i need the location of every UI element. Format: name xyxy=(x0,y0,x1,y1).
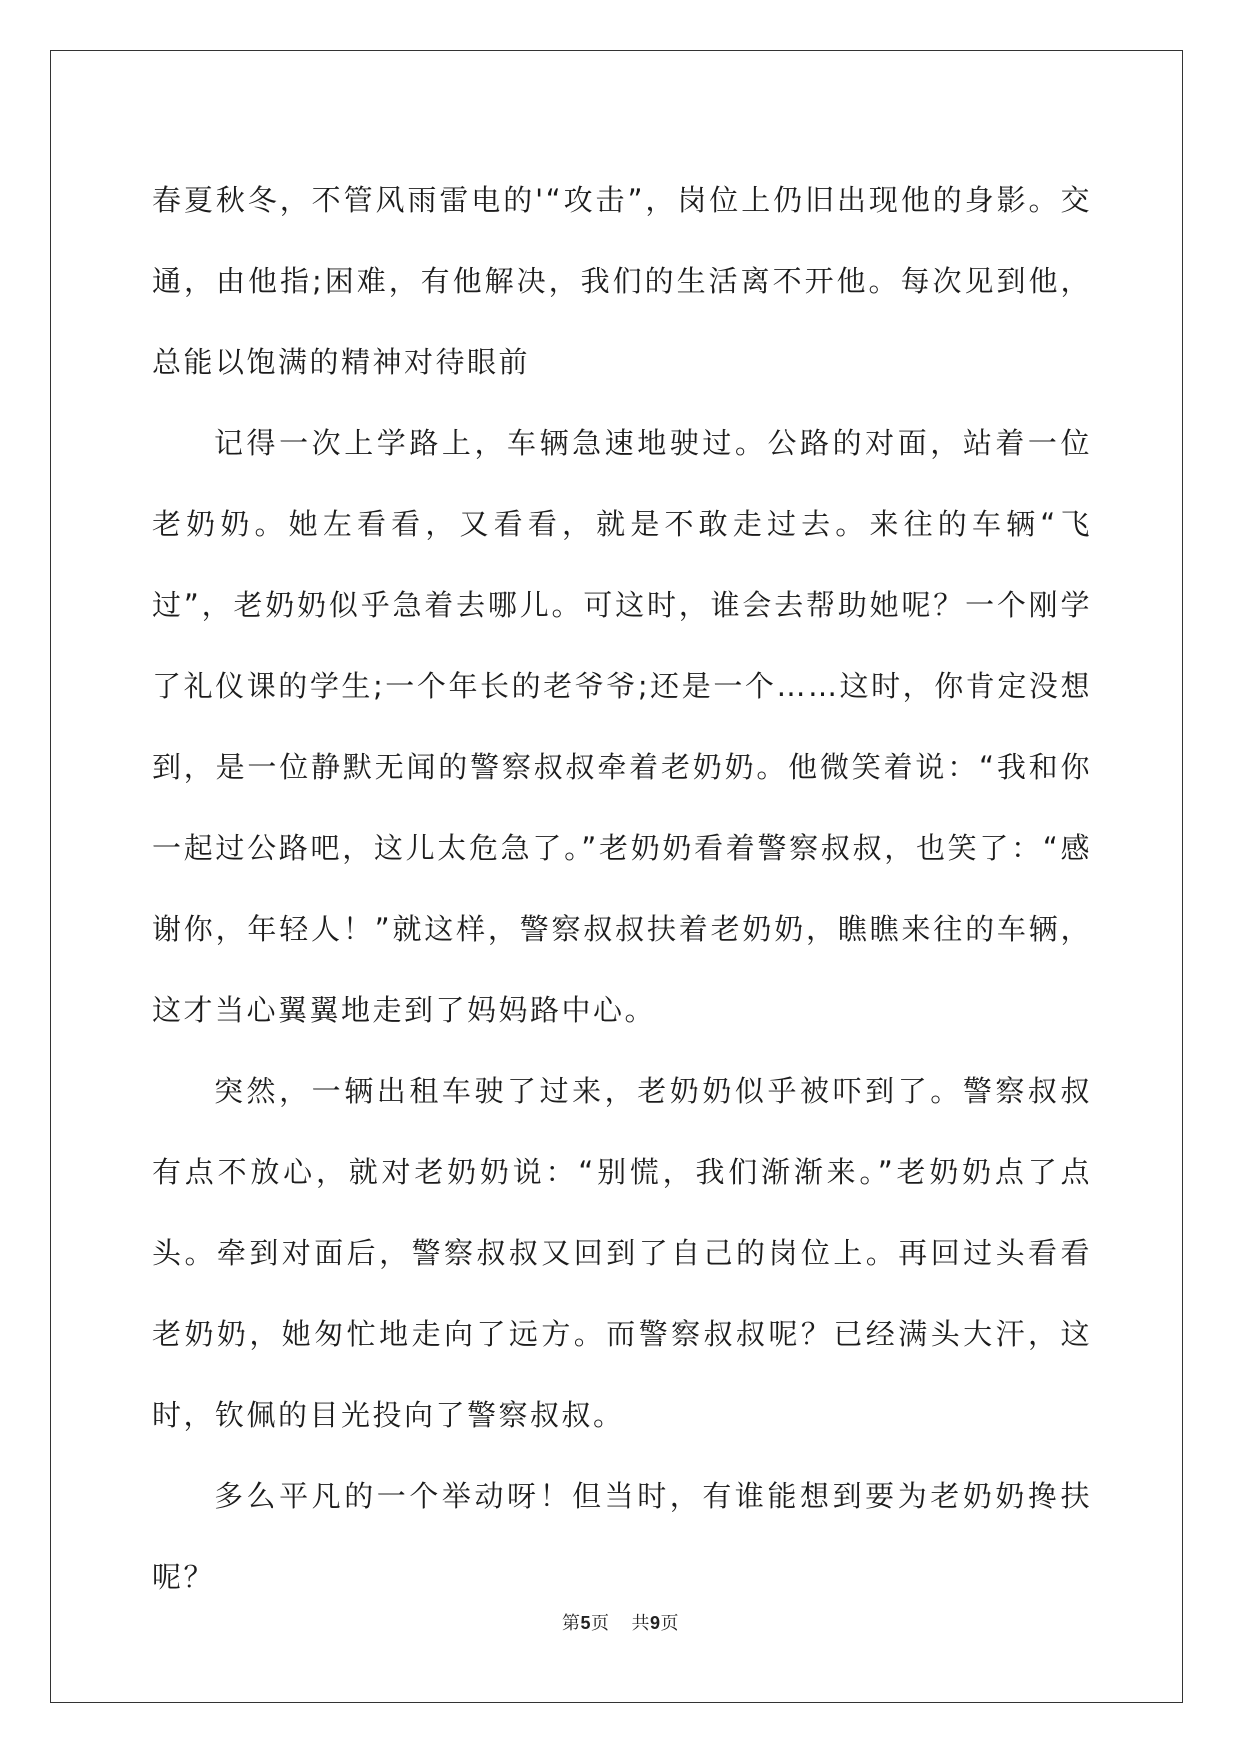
page-prefix: 第 xyxy=(561,1613,581,1634)
total-suffix: 页 xyxy=(660,1613,680,1634)
paragraph-2: 记得一次上学路上，车辆急速地驶过。公路的对面，站着一位老奶奶。她左看看，又看看，就是不敢走过去。来往的车辆“飞过”，老奶奶似乎急着去哪儿。可这时，谁会去帮助她呢？一个刚学了礼仪课的学生;一个年长的老爷爷;还是一个……这时，你肯定没想到，是一位静默无闻的警察叔叔牵着老奶奶。他微笑着说：“我和你一起过公路吧，这儿太危急了。”老奶奶看着警察叔叔，也笑了：“感谢你，年轻人！”就这样，警察叔叔扶着老奶奶，瞧瞧来往的车辆，这才当心翼翼地走到了妈妈路中心。 xyxy=(152,426,1092,1027)
paragraph-4: 多么平凡的一个举动呀！但当时，有谁能想到要为老奶奶搀扶呢？ xyxy=(152,1479,1092,1594)
page-footer xyxy=(0,1609,1241,1635)
paragraph-3: 突然，一辆出租车驶了过来，老奶奶似乎被吓到了。警察叔叔有点不放心，就对老奶奶说：“别慌，我们渐渐来。”老奶奶点了点头。牵到对面后，警察叔叔又回到了自己的岗位上。再回过头看看老奶奶，她匆忙地走向了远方。而警察叔叔呢？已经满头大汗，这时，钦佩的目光投向了警察叔叔。 xyxy=(152,1074,1092,1432)
paragraph-1: 春夏秋冬，不管风雨雷电的'“攻击”，岗位上仍旧出现他的身影。交通，由他指;困难，有他解决，我们的生活离不开他。每次见到他，总能以饱满的精神对待眼前 xyxy=(152,183,1092,379)
total-page-number: 9 xyxy=(650,1613,661,1633)
document-body xyxy=(152,160,1092,1618)
page-suffix: 页 xyxy=(591,1613,610,1634)
current-page-number: 5 xyxy=(580,1613,591,1633)
total-prefix: 共 xyxy=(631,1613,650,1634)
